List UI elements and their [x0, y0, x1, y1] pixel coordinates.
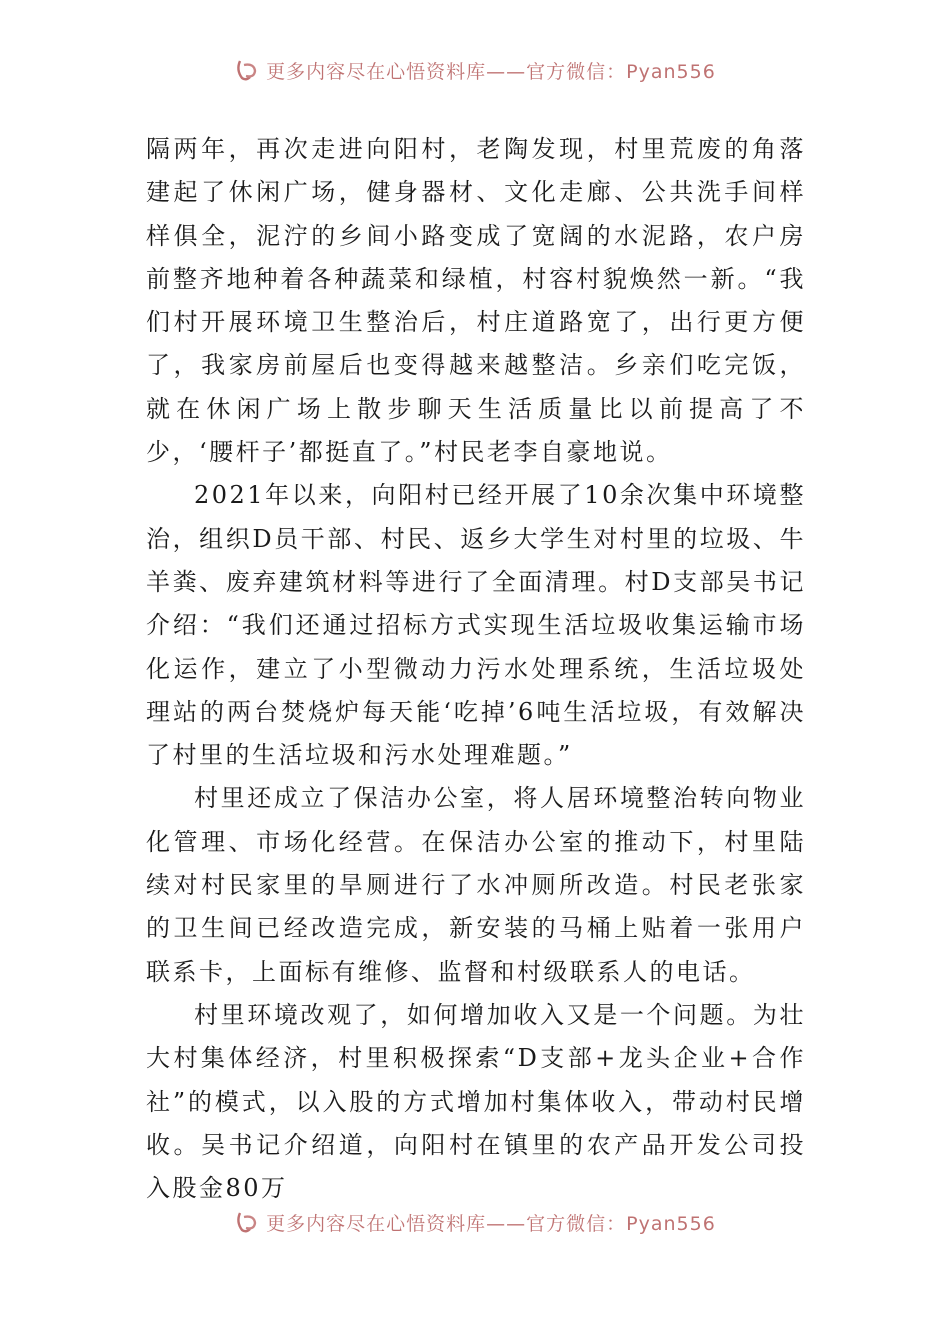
watermark-text: 更多内容尽在心悟资料库——官方微信：Pyan556: [266, 60, 716, 83]
paragraph-4: 村里环境改观了，如何增加收入又是一个问题。为壮大村集体经济，村里积极探索“D支部+龙头企业+合作社”的模式，以入股的方式增加村集体收入，带动村民增收。吴书记介绍道，向阳村在镇里的农产品开发公司投入股金80万: [146, 1000, 806, 1203]
paragraph-1: 隔两年，再次走进向阳村，老陶发现，村里荒废的角落建起了休闲广场，健身器材、文化走廊、公共洗手间样样俱全，泥泞的乡间小路变成了宽阔的水泥路，农户房前整齐地种着各种蔬菜和绿植，村容村貌焕然一新。“我们村开展环境卫生整治后，村庄道路宽了，出行更方便了，我家房前屋后也变得越来越整洁。乡亲们吃完饭，就在休闲广场上散步聊天生活质量比以前提高了不少，‘腰杆子’都挺直了。”村民老李自豪地说。: [146, 135, 806, 467]
paragraph-3: 村里还成立了保洁办公室，将人居环境整治转向物业化管理、市场化经营。在保洁办公室的推动下，村里陆续对村民家里的旱厕进行了水冲厕所改造。村民老张家的卫生间已经改造完成，新安装的马桶上贴着一张用户联系卡，上面标有维修、监督和村级联系人的电话。: [146, 784, 806, 986]
brand-logo-icon: [234, 1209, 260, 1235]
header-watermark: [0, 50, 950, 90]
article-body: [146, 128, 806, 1210]
paragraph-2: 2021年以来，向阳村已经开展了10余次集中环境整治，组织D员干部、村民、返乡大学生对村里的垃圾、牛羊粪、废弃建筑材料等进行了全面清理。村D支部吴书记介绍：“我们还通过招标方式实现生活垃圾收集运输市场化运作，建立了小型微动力污水处理系统，生活垃圾处理站的两台焚烧炉每天能‘吃掉’6吨生活垃圾，有效解决了村里的生活垃圾和污水处理难题。”: [146, 481, 806, 770]
brand-logo-icon: [234, 57, 260, 83]
footer-watermark: [0, 1202, 950, 1242]
watermark-text: 更多内容尽在心悟资料库——官方微信：Pyan556: [266, 1212, 716, 1235]
